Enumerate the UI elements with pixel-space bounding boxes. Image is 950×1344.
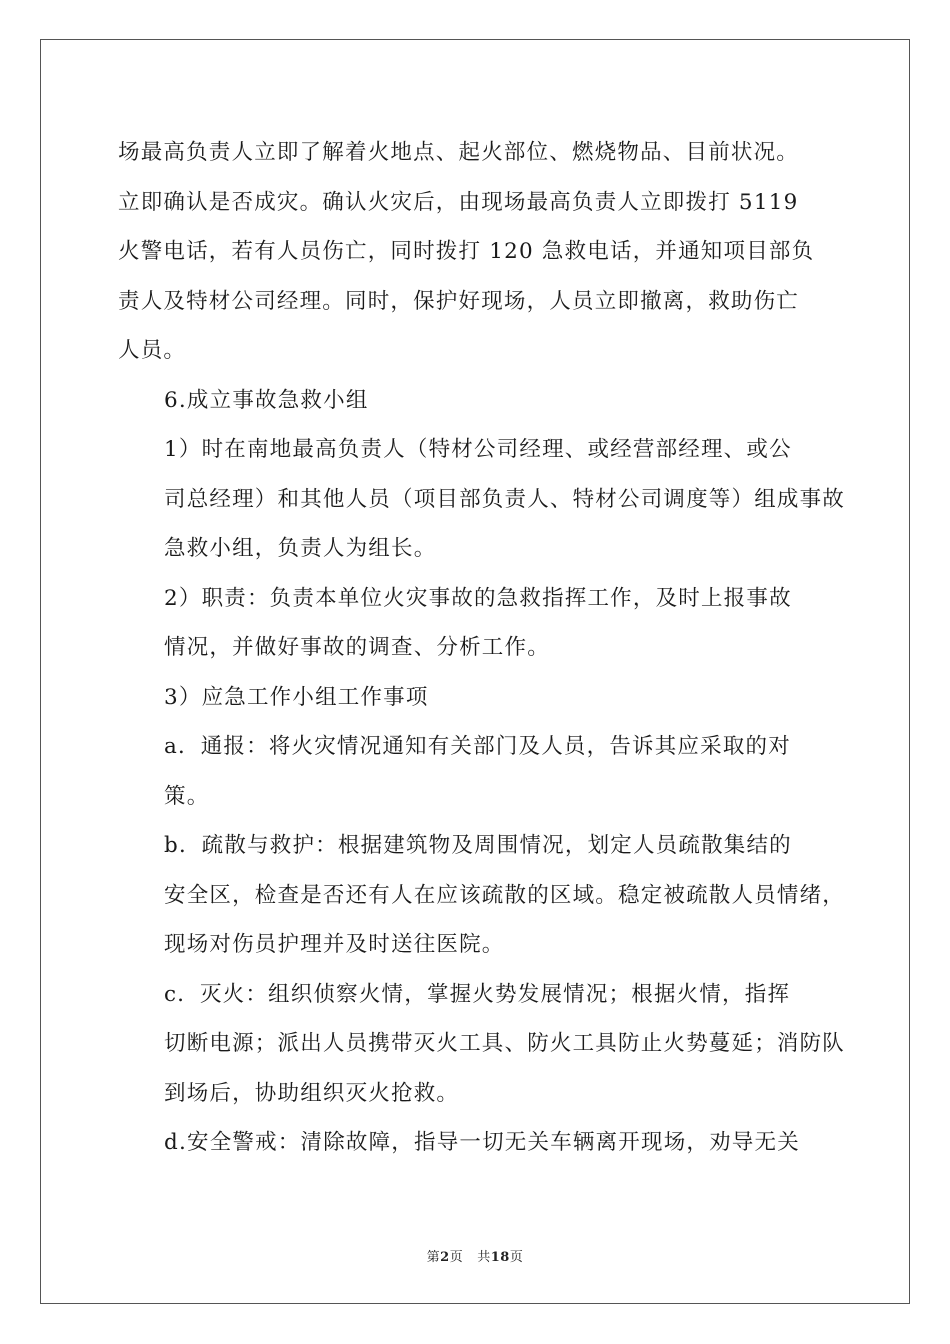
page-footer xyxy=(0,1246,950,1265)
paragraph xyxy=(118,970,846,1119)
text-line: 火警电话，若有人员伤亡，同时拨打 120 急救电话，并通知项目部负 xyxy=(118,239,815,264)
paragraph xyxy=(118,821,846,970)
text-line: 现场对伤员护理并及时送往医院。 xyxy=(164,932,505,957)
footer-total-suffix: 页 xyxy=(509,1250,524,1265)
text-line: 6.成立事故急救小组 xyxy=(164,387,369,413)
text-line: 情况，并做好事故的调查、分析工作。 xyxy=(164,635,550,660)
paragraph xyxy=(118,722,830,821)
paragraph xyxy=(118,425,846,574)
text-line: c．灭火：组织侦察火情，掌握火势发展情况；根据火情，指挥 xyxy=(164,981,791,1007)
text-line: 策。 xyxy=(164,783,210,809)
text-line: d.安全警戒：清除故障，指导一切无关车辆离开现场，劝导无关 xyxy=(164,1130,800,1155)
footer-page-suffix: 页 xyxy=(449,1250,464,1265)
text-line: 切断电源；派出人员携带灭火工具、防火工具防止火势蔓延；消防队 xyxy=(164,1031,846,1056)
text-line: 立即确认是否成灾。确认火灾后，由现场最高负责人立即拨打 5119 xyxy=(118,189,799,215)
text-line: 2）职责：负责本单位火灾事故的急救指挥工作，及时上报事故 xyxy=(164,585,792,611)
text-line: a．通报：将火灾情况通知有关部门及人员，告诉其应采取的对 xyxy=(164,734,791,759)
text-line: 安全区，检查是否还有人在应该疏散的区域。稳定被疏散人员情绪， xyxy=(164,882,846,908)
footer-page-number: 2 xyxy=(440,1250,450,1265)
text-line: 场最高负责人立即了解着火地点、起火部位、燃烧物品、目前状况。 xyxy=(118,140,800,165)
paragraph xyxy=(118,1118,830,1168)
text-line: 急救小组，负责人为组长。 xyxy=(164,536,437,561)
text-line: 1）时在南地最高负责人（特材公司经理、或经营部经理、或公 xyxy=(164,437,792,462)
text-line: 3）应急工作小组工作事项 xyxy=(164,684,429,710)
paragraph xyxy=(118,128,830,376)
text-line: 人员。 xyxy=(118,338,187,363)
document-body xyxy=(118,128,846,1168)
text-line: b．疏散与救护：根据建筑物及周围情况，划定人员疏散集结的 xyxy=(164,833,792,858)
footer-page-prefix: 第 xyxy=(426,1250,441,1265)
paragraph xyxy=(118,376,830,426)
text-line: 司总经理）和其他人员（项目部负责人、特材公司调度等）组成事故 xyxy=(164,486,846,512)
text-line: 到场后，协助组织灭火抢救。 xyxy=(164,1080,460,1106)
footer-total-prefix: 共 xyxy=(477,1250,491,1265)
text-line: 责人及特材公司经理。同时，保护好现场，人员立即撤离，救助伤亡 xyxy=(118,288,800,314)
paragraph xyxy=(118,574,830,673)
footer-total-number: 18 xyxy=(490,1250,510,1265)
paragraph xyxy=(118,673,830,723)
